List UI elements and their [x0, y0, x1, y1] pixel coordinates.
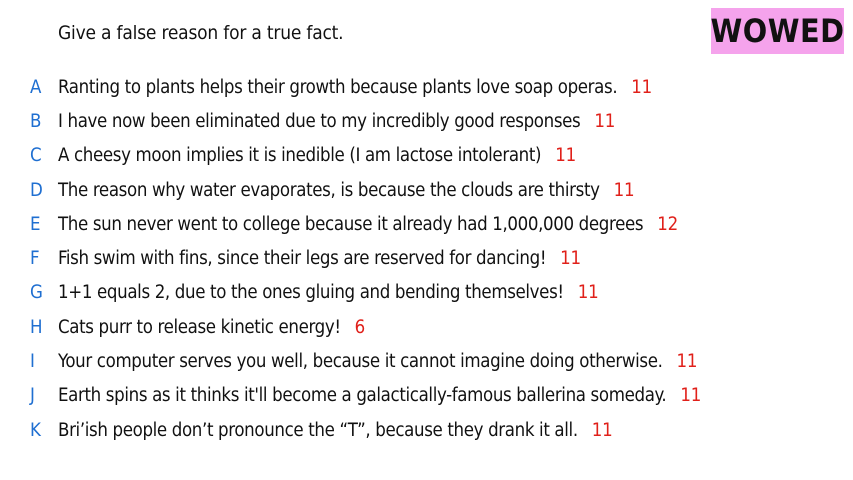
answer-letter: G: [30, 282, 43, 304]
answer-text: Earth spins as it thinks it'll become a galactically-famous ballerina someday.: [58, 385, 667, 407]
answer-score: 11: [591, 419, 613, 441]
answer-text: I have now been eliminated due to my incredibly good responses: [58, 110, 581, 132]
answer-text: Cats purr to release kinetic energy!: [58, 316, 341, 338]
answer-row-e: [0, 207, 853, 241]
answer-text: Bri’ish people don’t pronounce the “T”, because they drank it all.: [58, 419, 578, 441]
answer-row-h: [0, 310, 853, 344]
answer-row-j: [0, 379, 853, 413]
prompt-text: Give a false reason for a true fact.: [58, 22, 344, 44]
wowed-badge: WOWED: [711, 8, 844, 54]
answer-letter: B: [30, 110, 42, 132]
answer-score: 11: [613, 179, 635, 201]
answer-score: 11: [631, 76, 653, 98]
answer-row-k: [0, 413, 853, 447]
answer-letter: K: [30, 419, 41, 441]
answer-row-f: [0, 241, 853, 275]
answer-letter: I: [30, 351, 35, 373]
answer-row-d: [0, 173, 853, 207]
answer-text: Fish swim with fins, since their legs are reserved for dancing!: [58, 248, 547, 270]
answer-score: 11: [560, 248, 581, 270]
answer-list: [0, 70, 853, 447]
answer-row-g: [0, 276, 853, 310]
answer-row-b: [0, 104, 853, 138]
answer-row-i: [0, 344, 853, 378]
answer-score: 11: [577, 282, 599, 304]
answer-score: 12: [657, 213, 678, 235]
answer-text: Ranting to plants helps their growth because plants love soap operas.: [58, 76, 618, 98]
answer-letter: H: [30, 316, 43, 338]
answer-score: 11: [594, 110, 616, 132]
answer-text: The sun never went to college because it already had 1,000,000 degrees: [58, 213, 644, 235]
answer-row-c: [0, 139, 853, 173]
answer-letter: E: [30, 213, 41, 235]
answer-score: 11: [555, 145, 576, 167]
answer-letter: F: [30, 248, 40, 270]
answer-letter: D: [30, 179, 43, 201]
answer-score: 6: [354, 316, 366, 338]
answer-letter: J: [30, 385, 35, 407]
answer-row-a: [0, 70, 853, 104]
answer-text: 1+1 equals 2, due to the ones gluing and bending themselves!: [58, 282, 564, 304]
answer-text: Your computer serves you well, because it cannot imagine doing otherwise.: [58, 351, 663, 373]
answer-text: The reason why water evaporates, is because the clouds are thirsty: [58, 179, 600, 201]
answer-score: 11: [676, 351, 698, 373]
answer-letter: C: [30, 145, 42, 167]
answer-text: A cheesy moon implies it is inedible (I am lactose intolerant): [58, 145, 542, 167]
answer-score: 11: [680, 385, 702, 407]
answer-letter: A: [30, 76, 42, 98]
